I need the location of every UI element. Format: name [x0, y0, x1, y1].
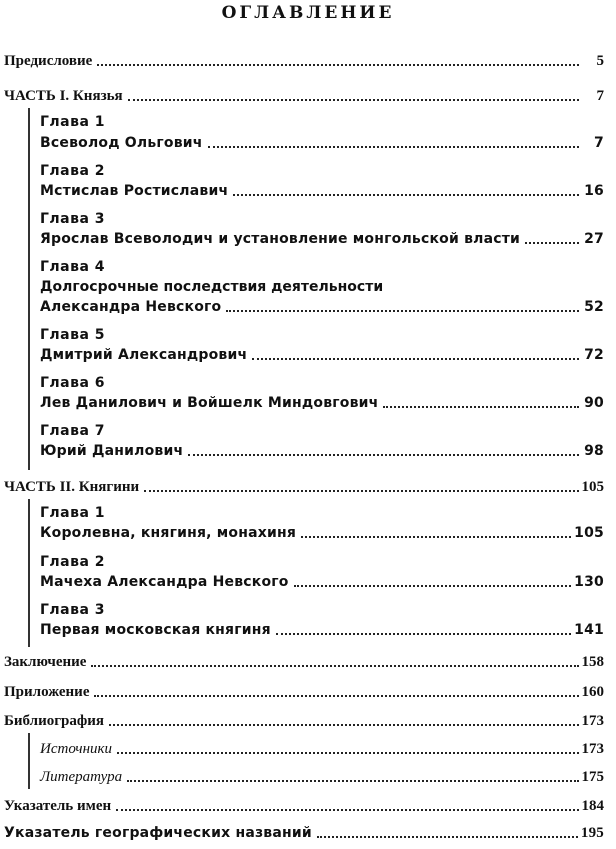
- entry-title: ЧАСТЬ II. Княгини: [4, 479, 140, 495]
- page-number: 195: [580, 825, 604, 841]
- page-number: 160: [581, 684, 604, 700]
- page-number: 105: [581, 479, 604, 495]
- leader-dots: [128, 98, 579, 101]
- entry-title: Указатель имен: [4, 798, 112, 814]
- entry-title: Предисловие: [4, 53, 93, 69]
- page-number: 27: [584, 231, 604, 247]
- entry-title: Юрий Данилович: [40, 443, 184, 459]
- chapter-label: Глава 2: [40, 163, 106, 179]
- entry-title: Приложение: [4, 684, 90, 700]
- chapter-label: Глава 7: [40, 423, 106, 439]
- entry-title: Лев Данилович и Войшелк Миндовгович: [40, 395, 379, 411]
- page-number: 7: [596, 88, 604, 104]
- chapter-label: Глава 2: [40, 554, 106, 570]
- page-number: 90: [584, 395, 604, 411]
- chapter-label: Глава 5: [40, 327, 106, 343]
- entry-title: Ярослав Всеволодич и установление монгольской власти: [40, 231, 521, 247]
- page-title: ОГЛАВЛЕНИЕ: [221, 3, 395, 23]
- entry-title: Мстислав Ростиславич: [40, 183, 229, 199]
- toc-entry-bibliography: [4, 712, 604, 730]
- toc-entry-ch1-7: [40, 442, 604, 460]
- toc-entry-conclusion: [4, 653, 604, 671]
- entry-title: Заключение: [4, 654, 87, 670]
- leader-dots: [301, 535, 571, 538]
- page-number: 173: [581, 741, 604, 757]
- chapter-label: Глава 3: [40, 602, 106, 618]
- page-number: 7: [594, 135, 604, 151]
- page-number: 173: [581, 713, 604, 729]
- page-number: 5: [596, 53, 604, 69]
- entry-title: ЧАСТЬ I. Князья: [4, 88, 123, 104]
- toc-entry-sources: [40, 740, 604, 758]
- leader-dots: [226, 309, 579, 312]
- page-number: 141: [574, 622, 604, 638]
- leader-dots: [294, 584, 572, 587]
- toc-entry-ch2-3: [40, 621, 604, 639]
- leader-dots: [91, 664, 578, 667]
- leader-dots: [233, 193, 579, 196]
- section-bracket: [28, 733, 30, 789]
- entry-title: Мачеха Александра Невского: [40, 574, 289, 590]
- entry-title: Александра Невского: [40, 299, 222, 315]
- chapter-label: Глава 1: [40, 505, 106, 521]
- toc-entry-ch1-1: [40, 134, 604, 152]
- entry-title: Всеволод Ольгович: [40, 135, 203, 151]
- chapter-label: Глава 1: [40, 114, 106, 130]
- chapter-label: Глава 3: [40, 211, 106, 227]
- leader-dots: [94, 694, 578, 697]
- leader-dots: [252, 357, 579, 360]
- page-number: 98: [584, 443, 604, 459]
- entry-title: Дмитрий Александрович: [40, 347, 248, 363]
- chapter-label: Глава 4: [40, 259, 106, 275]
- page-number: 130: [574, 574, 604, 590]
- toc-entry-ch1-2: [40, 182, 604, 200]
- toc-entry-geo-index: [4, 824, 604, 842]
- toc-entry-names-index: [4, 797, 604, 815]
- leader-dots: [208, 145, 579, 148]
- entry-title-line1: Долгосрочные последствия деятельности: [40, 279, 384, 295]
- page-number: 105: [574, 525, 604, 541]
- leader-dots: [109, 723, 578, 726]
- toc-entry-literature: [40, 768, 604, 786]
- toc-entry-appendix: [4, 683, 604, 701]
- toc-entry-preface: [4, 52, 604, 70]
- entry-title: Литература: [40, 769, 123, 785]
- leader-dots: [188, 453, 579, 456]
- leader-dots: [127, 779, 578, 782]
- entry-title: Первая московская княгиня: [40, 622, 271, 638]
- leader-dots: [97, 63, 579, 66]
- leader-dots: [276, 632, 571, 635]
- leader-dots: [117, 751, 578, 754]
- leader-dots: [525, 241, 579, 244]
- page-number: 16: [584, 183, 604, 199]
- toc-entry-ch1-6: [40, 394, 604, 412]
- toc-entry-part2: [4, 478, 604, 496]
- toc-entry-part1: [4, 87, 604, 105]
- page-number: 158: [581, 654, 604, 670]
- section-bracket: [28, 499, 30, 647]
- entry-title: Указатель географических названий: [4, 825, 312, 841]
- leader-dots: [383, 405, 579, 408]
- toc-entry-ch2-1: [40, 524, 604, 542]
- toc-entry-ch1-4: [40, 298, 604, 316]
- section-bracket: [28, 108, 30, 470]
- page-number: 175: [581, 769, 604, 785]
- leader-dots: [116, 808, 578, 811]
- leader-dots: [144, 489, 578, 492]
- page-number: 52: [584, 299, 604, 315]
- entry-title: Источники: [40, 741, 113, 757]
- toc-entry-ch1-3: [40, 230, 604, 248]
- page-number: 72: [584, 347, 604, 363]
- entry-title: Библиография: [4, 713, 105, 729]
- toc-entry-ch2-2: [40, 573, 604, 591]
- entry-title: Королевна, княгиня, монахиня: [40, 525, 297, 541]
- chapter-label: Глава 6: [40, 375, 106, 391]
- leader-dots: [317, 835, 578, 838]
- toc-entry-ch1-5: [40, 346, 604, 364]
- page-number: 184: [581, 798, 604, 814]
